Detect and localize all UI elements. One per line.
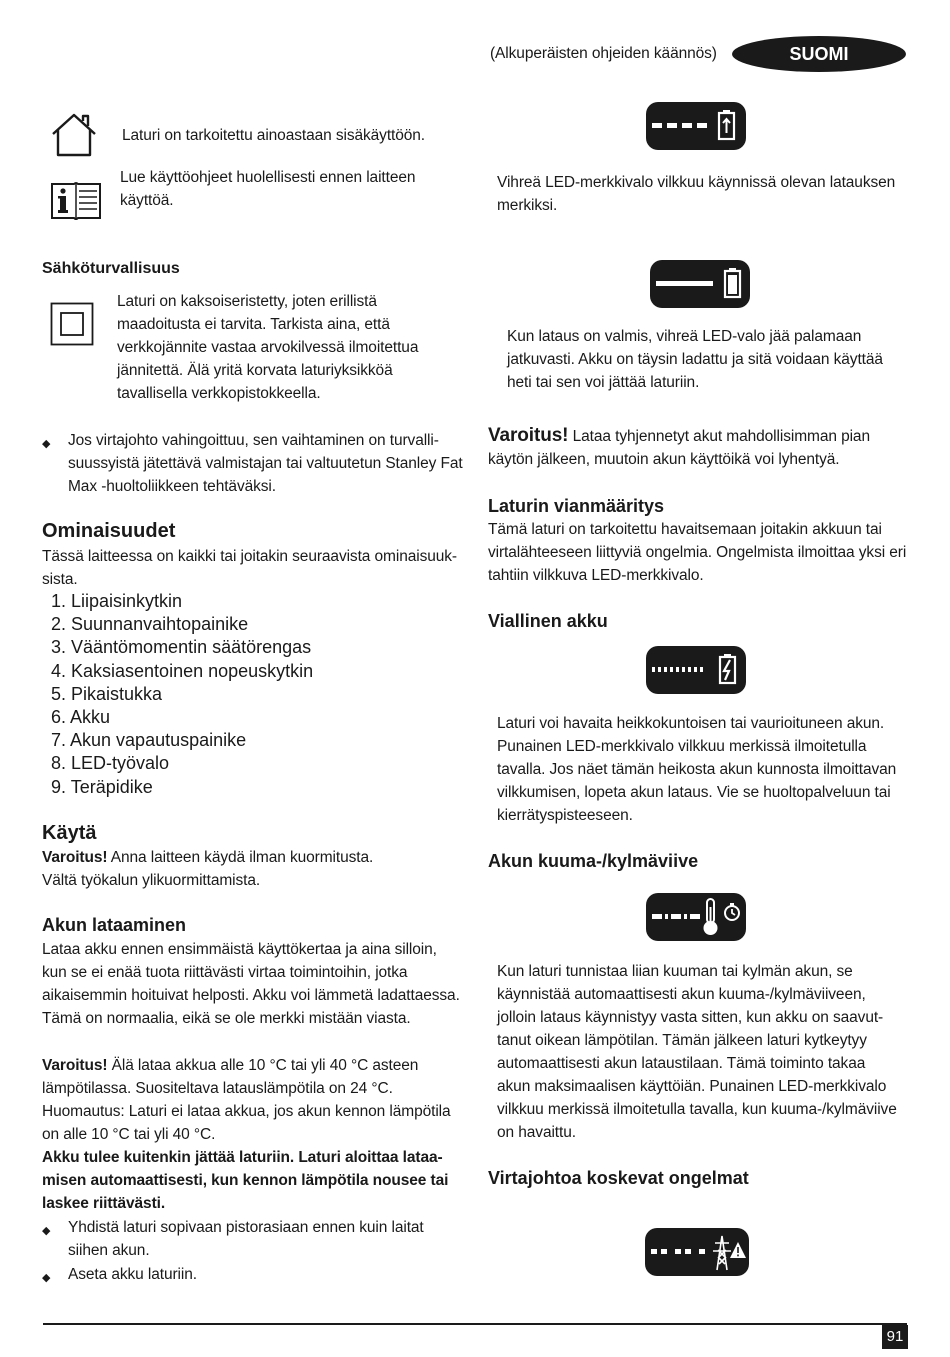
list-item: 8. LED-työvalo (51, 753, 170, 774)
double-insulation-icon (50, 302, 94, 346)
faulty-battery-heading: Viallinen akku (488, 611, 608, 631)
indoor-use-text: Laturi on tarkoitettu ainoastaan sisäkäyttöön. (122, 127, 426, 144)
page-number: 91 (882, 1325, 908, 1349)
list-item: 1. Liipaisinkytkin (51, 591, 183, 611)
diagnostics-heading: Laturin vianmääritys (488, 496, 665, 516)
cord-replacement-bullet: ◆ Jos virtajohto vahingoittuu, sen vaihtaminen on turvalli- suussyistä jätettävä valmistajan tai valtuutetun Stanley Fat Max -huoltoliikkeen tehtäväksi. (42, 432, 463, 495)
list-item: 9. Teräpidike (51, 776, 153, 797)
manual-book-icon (50, 178, 102, 222)
led-faulty-battery-icon (646, 646, 746, 694)
features-heading: Ominaisuudet (42, 520, 176, 542)
charging-led-text: Vihreä LED-merkkivalo vilkkuu käynnissä olevan latauksen merkiksi. (497, 174, 896, 214)
electrical-safety-heading: Sähköturvallisuus (42, 260, 180, 277)
diamond-bullet-icon: ◆ (42, 438, 51, 450)
features-list (51, 590, 313, 799)
hot-cold-delay-text: Kun laturi tunnistaa liian kuuman tai kylmän akun, se käynnistää automaattisesti akun kuuma-/kylmäviiveen, jolloin lataus käynnistyy vasta sitten, kun akku on saavut- tanut oikean lämpötilan. Tämän jälkeen laturi kytkeytyy automaattisesti akun lataustilaan. Tämä toiminto takaa akun maksimaalisen käyttöiän. Punainen LED-merkkivalo vilkkuu merkissä ilmoitetulla tavalla, kun kuuma-/kylmäviive on havaittu. (497, 963, 897, 1141)
charging-text: Lataa akku ennen ensimmäistä käyttökertaa ja aina silloin, kun se ei enää tuota riittävästi virtaa toimintoihin, jotka aikaisemmin hoituivat helposti. Akku voi lämmetä ladattaessa. Tämä on normaalia, eikä se ole merkki mistään viasta. (42, 941, 460, 1027)
list-item: 4. Kaksiasentoinen nopeuskytkin (51, 660, 314, 681)
list-item: 7. Akun vapautuspainike (51, 730, 247, 751)
language-badge: SUOMI (732, 36, 906, 72)
led-charging-indicator-icon (646, 102, 746, 150)
read-manual-text: Lue käyttöohjeet huolellisesti ennen laitteen käyttöä. (120, 169, 416, 209)
hot-cold-delay-heading: Akun kuuma-/kylmäviive (488, 851, 699, 871)
led-power-line-problem-icon (645, 1228, 749, 1276)
list-item: 6. Akku (51, 706, 111, 727)
step-connect-charger: ◆ Yhdistä laturi sopivaan pistorasiaan ennen kuin laitat siihen akun. (42, 1219, 424, 1259)
use-warning: Varoitus! Anna laitteen käydä ilman kuormitusta. Vältä työkalun ylikuormittamista. (42, 849, 374, 889)
led-charged-indicator-icon (650, 260, 750, 308)
features-intro: Tässä laitteessa on kaikki tai joitakin seuraavista ominaisuuk- sista. (42, 548, 457, 588)
list-item: 5. Pikaistukka (51, 683, 163, 704)
charging-heading: Akun lataaminen (42, 915, 187, 935)
led-hot-cold-delay-icon (646, 893, 746, 941)
list-item: 2. Suunnanvaihtopainike (51, 614, 249, 635)
diamond-bullet-icon: ◆ (42, 1225, 51, 1237)
house-icon (50, 112, 98, 158)
step-insert-battery: ◆ Aseta akku laturiin. (42, 1263, 197, 1286)
discharged-battery-warning: Varoitus! Lataa tyhjennetyt akut mahdollisimman pian käytön jälkeen, muutoin akun käyttöikä voi lyhentyä. (488, 425, 870, 468)
diagnostics-text: Tämä laturi on tarkoitettu havaitsemaan joitakin akkuun tai virtalähteeseen liittyviä ongelmia. Ongelmista ilmoittaa yksi eri tahtiin vilkkuva LED-merkkivalo. (488, 521, 907, 584)
list-item: 3. Vääntömomentin säätörengas (51, 637, 312, 658)
use-heading: Käytä (42, 822, 97, 844)
footer-rule (43, 1323, 907, 1325)
double-insulated-text: Laturi on kaksoiseristetty, joten erillistä maadoitusta ei tarvita. Tarkista aina, että verkkojännite vastaa arvokilvessä ilmoitettua jännitettä. Älä yritä korvata laturiyksikköä tavallisella verkkopistokkeella. (117, 293, 419, 402)
faulty-battery-text: Laturi voi havaita heikkokuntoisen tai vaurioituneen akun. Punainen LED-merkkivalo vilkkuu merkissä ilmoitetulla tavalla. Jos näet tämän heikosta akun kunnosta ilmoittavan vilkkumisen, lopeta akun lataus. Vie se huoltopalveluun tai kierrätyspisteeseen. (497, 715, 897, 824)
charged-led-text: Kun lataus on valmis, vihreä LED-valo jää palamaan jatkuvasti. Akku on täysin ladattu ja sitä voidaan käyttää heti tai sen voi jättää laturiin. (507, 328, 883, 391)
translation-note: (Alkuperäisten ohjeiden käännös) (490, 45, 717, 62)
temperature-warning: Varoitus! Älä lataa akkua alle 10 °C tai yli 40 °C asteen lämpötilassa. Suositeltava latauslämpötila on 24 °C. Huomautus: Laturi ei lataa akkua, jos akun kennon lämpötila on alle 10 °C tai yli 40 °C. Akku tulee kuitenkin jättää laturiin. Laturi aloittaa lataa- misen automaattisesti, kun kennon lämpötila nousee tai laskee riittävästi. (42, 1057, 451, 1212)
power-cord-problems-heading: Virtajohtoa koskevat ongelmat (488, 1168, 749, 1188)
diamond-bullet-icon: ◆ (42, 1272, 51, 1284)
